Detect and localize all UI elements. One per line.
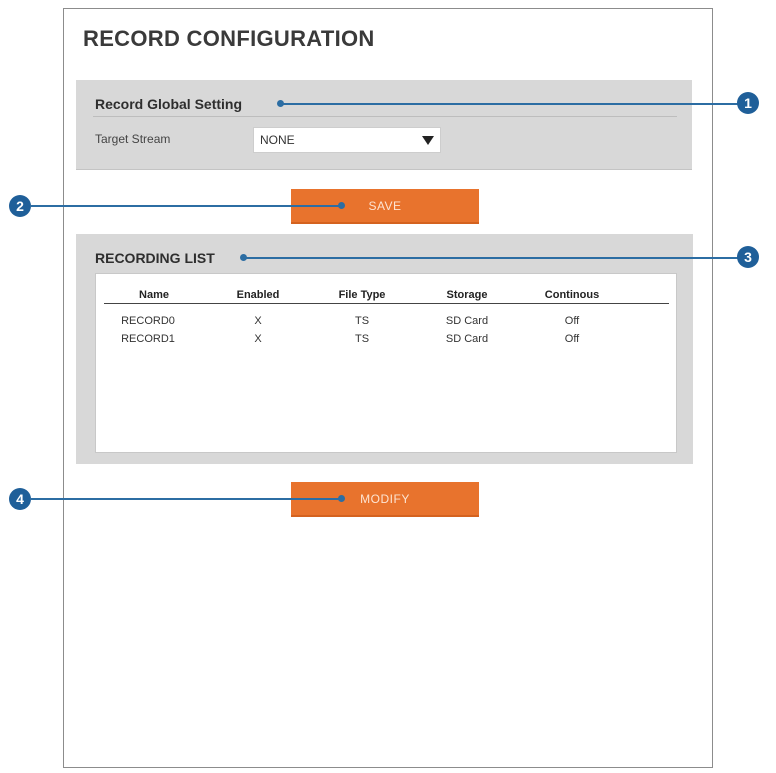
save-button[interactable]: SAVE bbox=[291, 189, 479, 224]
dropdown-arrow-icon bbox=[422, 136, 434, 145]
callout-line bbox=[30, 498, 340, 500]
callout-dot bbox=[338, 202, 345, 209]
page-title: RECORD CONFIGURATION bbox=[83, 26, 375, 51]
column-header-enabled: Enabled bbox=[236, 289, 280, 301]
modify-button[interactable]: MODIFY bbox=[291, 482, 479, 517]
table-cell-storage[interactable]: SD Card bbox=[445, 315, 489, 327]
global-setting-section bbox=[76, 80, 692, 170]
table-header-divider bbox=[104, 303, 669, 304]
recording-list-title: RECORDING LIST bbox=[95, 250, 215, 266]
table-cell-file-type[interactable]: TS bbox=[354, 333, 370, 345]
callout-dot bbox=[338, 495, 345, 502]
table-cell-continous[interactable]: Off bbox=[564, 333, 580, 345]
column-header-file-type: File Type bbox=[338, 289, 386, 301]
target-stream-value: NONE bbox=[260, 133, 295, 147]
table-cell-name[interactable]: RECORD0 bbox=[121, 315, 175, 327]
column-header-name: Name bbox=[139, 289, 169, 301]
callout-line bbox=[281, 103, 739, 105]
table-cell-storage[interactable]: SD Card bbox=[445, 333, 489, 345]
callout-line bbox=[244, 257, 739, 259]
target-stream-label: Target Stream bbox=[95, 132, 171, 146]
table-cell-continous[interactable]: Off bbox=[564, 315, 580, 327]
column-header-continous: Continous bbox=[544, 289, 600, 301]
callout-line bbox=[30, 205, 340, 207]
table-cell-enabled[interactable]: X bbox=[254, 315, 262, 327]
callout-badge-3: 3 bbox=[737, 246, 759, 268]
table-cell-file-type[interactable]: TS bbox=[354, 315, 370, 327]
callout-badge-1: 1 bbox=[737, 92, 759, 114]
column-header-storage: Storage bbox=[446, 289, 488, 301]
global-setting-title: Record Global Setting bbox=[95, 96, 243, 112]
callout-badge-4: 4 bbox=[9, 488, 31, 510]
target-stream-select[interactable] bbox=[253, 127, 441, 153]
table-cell-enabled[interactable]: X bbox=[254, 333, 262, 345]
callout-badge-2: 2 bbox=[9, 195, 31, 217]
table-cell-name[interactable]: RECORD1 bbox=[121, 333, 175, 345]
global-setting-divider bbox=[93, 116, 677, 117]
